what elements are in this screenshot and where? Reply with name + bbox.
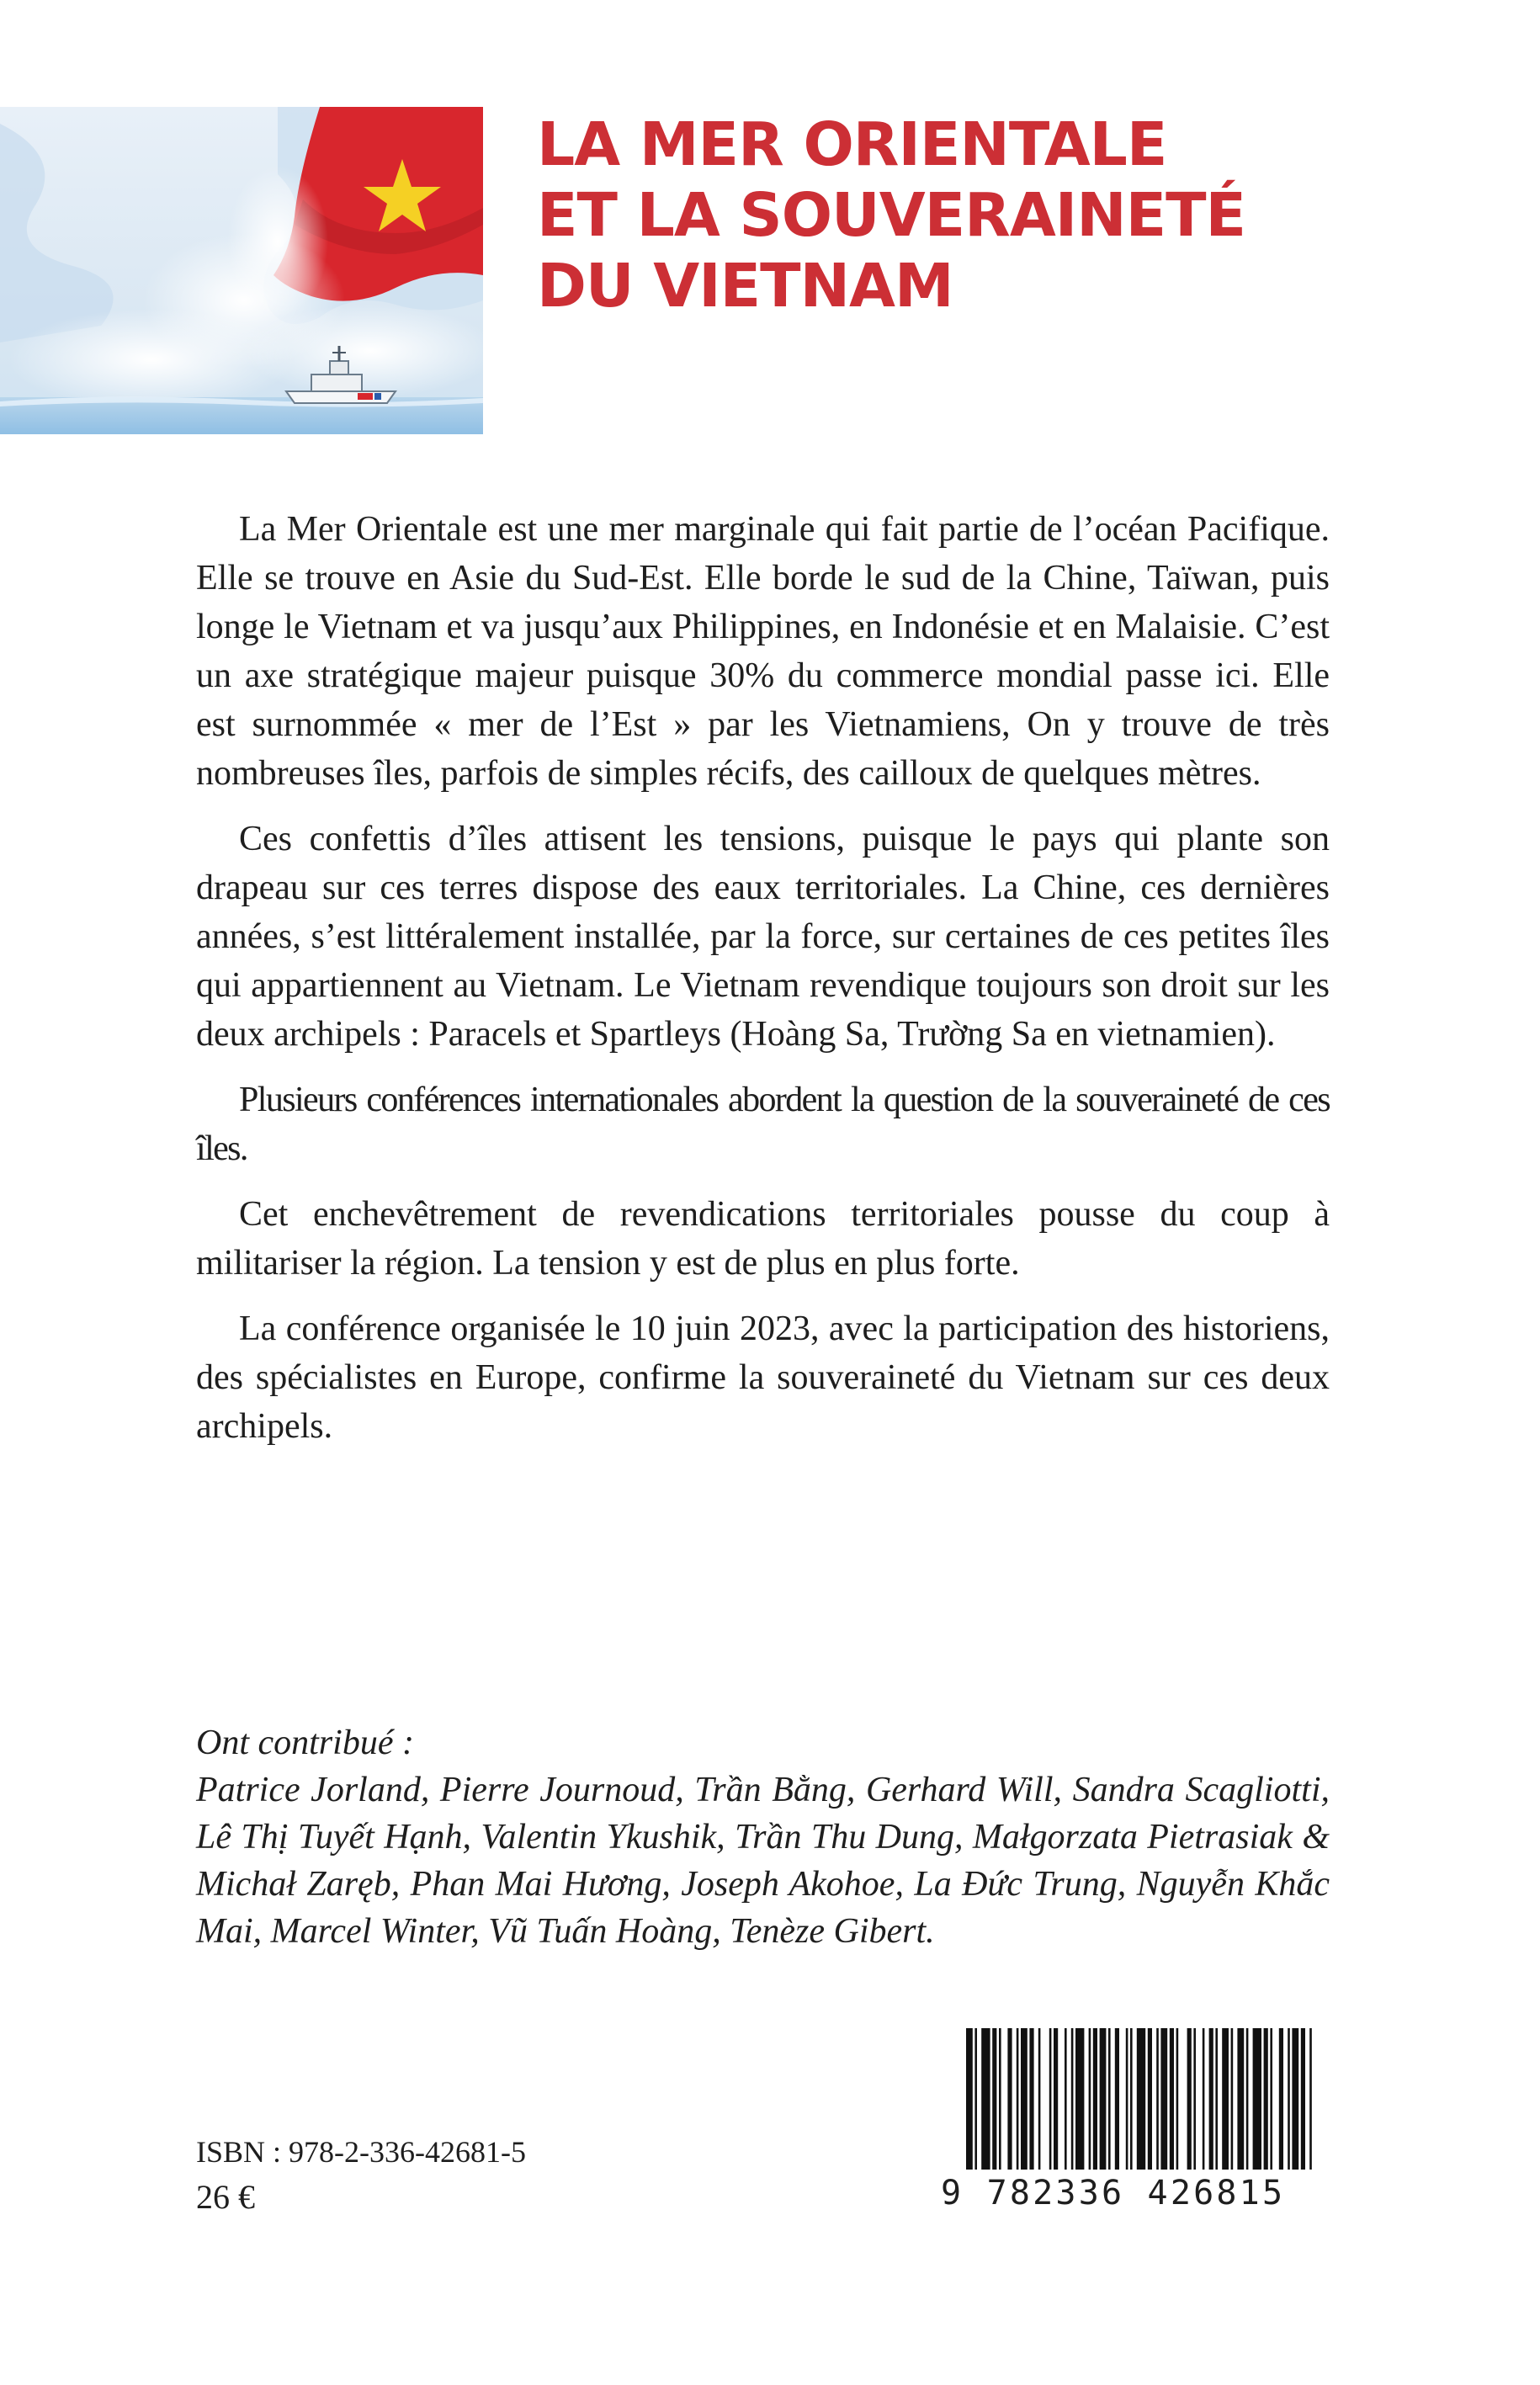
barcode-bar bbox=[1038, 2028, 1041, 2180]
barcode-bar bbox=[1193, 2028, 1196, 2180]
barcode-bar bbox=[974, 2028, 977, 2180]
barcode-bar bbox=[1130, 2028, 1133, 2180]
barcode-bar bbox=[1170, 2028, 1174, 2180]
barcode-bar bbox=[1301, 2028, 1305, 2180]
barcode-bar bbox=[1215, 2028, 1218, 2180]
barcode-bar bbox=[1029, 2028, 1033, 2180]
barcode-bar bbox=[1100, 2028, 1107, 2180]
barcode-bar bbox=[1049, 2028, 1052, 2180]
isbn-label: ISBN : 978-2-336-42681-5 bbox=[196, 2135, 526, 2169]
barcode-bar bbox=[1288, 2028, 1290, 2180]
barcode-bar bbox=[1017, 2028, 1019, 2180]
barcode-bar bbox=[1231, 2028, 1234, 2180]
barcode-bar bbox=[1065, 2028, 1067, 2180]
summary-paragraph-1: La Mer Orientale est une mer marginale qui fait partie de l’océan Pacifique. Elle se trouve en Asie du Sud-Est. Elle borde le sud de la Chine, Taïwan, puis longe le Vietnam et va jusqu’aux Philippines, en Indonésie et en Malaisie. C’est un axe stratégique majeur puisque 30% du commerce mondial passe ici. Elle est surnommée « mer de l’Est » par les Vietnamiens, On y trouve de très nombreuses îles, parfois de simples récifs, des cailloux de quelques mètres. bbox=[196, 510, 1330, 793]
barcode-bar bbox=[1237, 2028, 1244, 2180]
title-line-2: ET LA SOUVERAINETÉ bbox=[537, 180, 1246, 250]
barcode-bar bbox=[1246, 2028, 1249, 2180]
barcode-bar bbox=[1126, 2028, 1128, 2180]
summary-paragraph-4: Cet enchevêtrement de revendications territoriales pousse du coup à militariser la région. La tension y est de plus en plus forte. bbox=[196, 1195, 1330, 1283]
price-label: 26 € bbox=[196, 2178, 255, 2216]
barcode-bar bbox=[1093, 2028, 1097, 2180]
contributors-heading: Ont contribué : bbox=[196, 1724, 414, 1762]
contributors-block bbox=[196, 1719, 1330, 1955]
back-cover-summary bbox=[196, 505, 1330, 1468]
barcode-bar bbox=[1279, 2028, 1283, 2180]
title-line-1: LA MER ORIENTALE bbox=[537, 109, 1167, 179]
barcode-bar bbox=[1160, 2028, 1167, 2180]
barcode-bar bbox=[1075, 2028, 1084, 2180]
barcode-bar bbox=[1156, 2028, 1159, 2180]
barcode-bar bbox=[1148, 2028, 1152, 2180]
book-title bbox=[537, 109, 1479, 321]
barcode-bar bbox=[1187, 2028, 1192, 2180]
barcode-bar bbox=[1137, 2028, 1145, 2180]
barcode-bar bbox=[1309, 2028, 1312, 2180]
barcode-bar bbox=[992, 2028, 996, 2180]
contributors-list: Patrice Jorland, Pierre Journoud, Trần Bằng, Gerhard Will, Sandra Scagliotti, Lê Thị Tuyết Hạnh, Valentin Ykushik, Trần Thu Dung, Małgorzata Pietrasiak & Michał Zaręb, Phan Mai Hương, Joseph Akohoe, La Đức Trung, Nguyễn Khắc Mai, Marcel Winter, Vũ Tuấn Hoàng, Tenèze Gibert. bbox=[196, 1771, 1330, 1951]
barcode-digits: 9 782336 426815 bbox=[941, 2170, 1330, 2217]
barcode-bar bbox=[1108, 2028, 1111, 2180]
summary-paragraph-3: Plusieurs conférences internationales abordent la question de la souveraineté de ces îles. bbox=[196, 1081, 1330, 1168]
isbn-price-block bbox=[196, 2129, 526, 2220]
barcode-bar bbox=[1253, 2028, 1261, 2180]
barcode-bar bbox=[1071, 2028, 1074, 2180]
barcode-bar bbox=[1203, 2028, 1205, 2180]
vietnam-flag-and-ship-icon bbox=[0, 107, 483, 434]
barcode-bar bbox=[1007, 2028, 1012, 2180]
barcode-bar bbox=[1270, 2028, 1272, 2180]
barcode-bar bbox=[999, 2028, 1001, 2180]
barcode-bar bbox=[1222, 2028, 1229, 2180]
barcode-bar bbox=[966, 2028, 973, 2180]
barcode-bar bbox=[1264, 2028, 1268, 2180]
barcode-bar bbox=[1089, 2028, 1091, 2180]
title-line-3: DU VIETNAM bbox=[537, 251, 953, 321]
barcode-bar bbox=[981, 2028, 990, 2180]
barcode-bar bbox=[1176, 2028, 1179, 2180]
summary-paragraph-2: Ces confettis d’îles attisent les tensions, puisque le pays qui plante son drapeau sur ces terres dispose des eaux territoriales. La Chine, ces dernières années, s’est littéralement installée, par la force, sur certaines de ces petites îles qui appartiennent au Vietnam. Le Vietnam revendique toujours son droit sur les deux archipels : Paracels et Spartleys (Hoàng Sa, Trường Sa en vietnamien). bbox=[196, 820, 1330, 1054]
barcode-bar bbox=[1292, 2028, 1298, 2180]
barcode-bar bbox=[1054, 2028, 1058, 2180]
barcode-bar bbox=[1209, 2028, 1213, 2180]
barcode-bar bbox=[1115, 2028, 1119, 2180]
cover-illustration bbox=[0, 107, 483, 434]
summary-paragraph-5: La conférence organisée le 10 juin 2023, avec la participation des historiens, des spécialistes en Europe, confirme la souveraineté du Vietnam sur ces deux archipels. bbox=[196, 1309, 1330, 1446]
barcode-bar bbox=[1021, 2028, 1028, 2180]
